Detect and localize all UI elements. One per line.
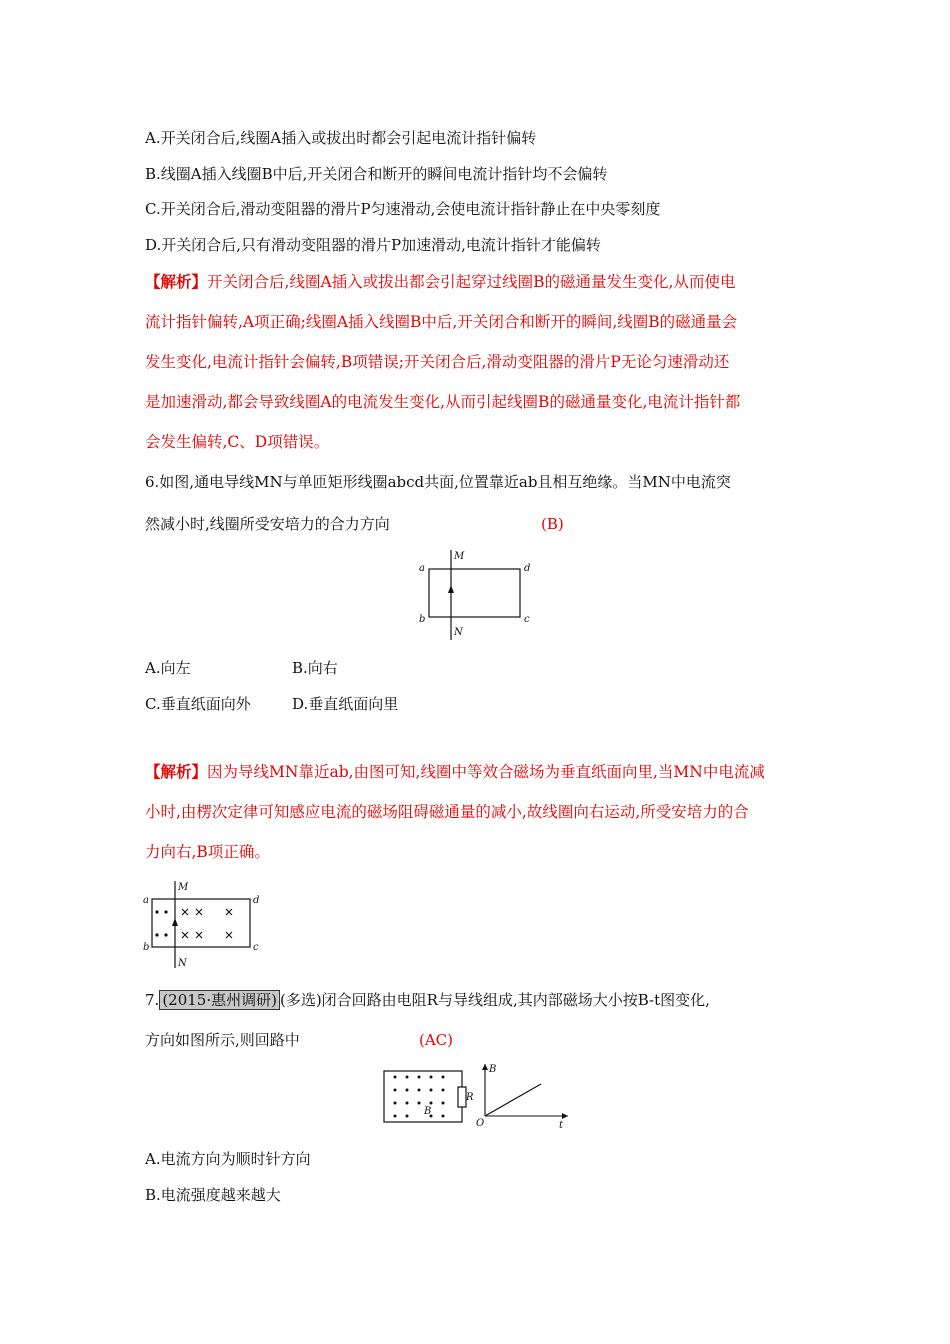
q6-option-b: B.向右: [292, 659, 338, 677]
label-d: d: [524, 563, 531, 574]
q5-analysis-line: 会发生偏转,C、D项错误。: [145, 433, 330, 451]
q7-answer: (AC): [419, 1031, 454, 1049]
dot-field-grid-icon: [394, 1076, 445, 1118]
label-b: b: [419, 614, 426, 625]
q7-stem-rest: (多选)闭合回路由电阻R与导线组成,其内部磁场大小按B-t图变化,: [279, 991, 710, 1009]
cross-field-into-page-icon: [182, 909, 232, 938]
q7-figure-circuit: [380, 1062, 474, 1124]
q6-analysis-line: 小时,由楞次定律可知感应电流的磁场阻碍磁通量的减小,故线圈向右运动,所受安培力的合: [145, 803, 749, 821]
label-R: R: [466, 1092, 474, 1103]
q6-option-d: D.垂直纸面向里: [292, 695, 399, 713]
q7-source-tag: (2015·惠州调研): [159, 990, 280, 1010]
resistor-icon: [458, 1087, 466, 1107]
label-a: a: [419, 563, 425, 574]
q6-analysis-line: 力向右,B项正确。: [145, 843, 270, 861]
q5-option-b: B.线圈A插入线圈B中后,开关闭合和断开的瞬间电流计指针均不会偏转: [145, 165, 608, 183]
q6-answer: (B): [541, 515, 564, 533]
q5-analysis: [145, 262, 810, 462]
label-N: N: [454, 627, 463, 638]
q6-stem-line2: 然减小时,线圈所受安培力的合力方向: [145, 515, 390, 533]
label-M: M: [454, 551, 465, 562]
q5-analysis-line: 流计指针偏转,A项正确;线圈A插入线圈B中后,开关闭合和断开的瞬间,线圈B的磁通量会: [145, 313, 738, 331]
q7-figure-bt-graph: [473, 1060, 573, 1130]
q5-option-c: C.开关闭合后,滑动变阻器的滑片P匀速滑动,会使电流计指针静止在中央零刻度: [145, 200, 661, 218]
q7-option-b: B.电流强度越来越大: [145, 1186, 281, 1204]
label-c: c: [253, 942, 259, 953]
q5-analysis-line: 开关闭合后,线圈A插入或拔出都会引起穿过线圈B的磁通量发生变化,从而使电: [207, 273, 736, 291]
dot-field-out-of-page-icon: [155, 910, 167, 936]
q5-option-d: D.开关闭合后,只有滑动变阻器的滑片P加速滑动,电流计指针才能偏转: [145, 236, 601, 254]
label-b: b: [143, 942, 150, 953]
q6-analysis-line: 因为导线MN靠近ab,由图可知,线圈中等效合磁场为垂直纸面向里,当MN中电流减: [207, 763, 765, 781]
q5-analysis-line: 是加速滑动,都会导致线圈A的电流发生变化,从而引起线圈B的磁通量变化,电流计指针都: [145, 393, 741, 411]
q6-analysis: [145, 752, 810, 872]
analysis-tag: 【解析】: [145, 762, 208, 781]
q6-analysis-figure-field: [140, 878, 265, 970]
label-N: N: [178, 958, 187, 969]
q7-option-a: A.电流方向为顺时针方向: [145, 1150, 311, 1168]
q6-figure-wire-loop: [410, 545, 540, 645]
label-B-inside: B: [424, 1106, 432, 1117]
current-arrow-icon: [172, 918, 178, 926]
q6-option-c: C.垂直纸面向外: [145, 695, 251, 713]
q5-option-a: A.开关闭合后,线圈A插入或拔出时都会引起电流计指针偏转: [145, 129, 537, 147]
analysis-tag: 【解析】: [145, 272, 208, 291]
origin-label: O: [476, 1118, 485, 1129]
label-a: a: [143, 895, 149, 906]
label-d: d: [253, 895, 260, 906]
y-axis-arrow-icon: [482, 1064, 488, 1070]
axis-label-t: t: [559, 1120, 564, 1131]
q6-stem-line1: 6.如图,通电导线MN与单匝矩形线圈abcd共面,位置靠近ab且相互绝缘。当MN中电流突: [145, 473, 731, 491]
q6-option-a: A.向左: [145, 659, 191, 677]
q7-number: 7.: [145, 991, 160, 1009]
label-c: c: [524, 614, 530, 625]
axis-label-B: B: [489, 1064, 497, 1075]
label-M: M: [178, 882, 189, 893]
x-axis-arrow-icon: [562, 1113, 568, 1119]
q7-stem-line2: 方向如图所示,则回路中: [145, 1031, 300, 1049]
q5-analysis-line: 发生变化,电流计指针会偏转,B项错误;开关闭合后,滑动变阻器的滑片P无论匀速滑动还: [145, 353, 730, 371]
current-arrow-icon: [448, 585, 454, 593]
q7-stem-line1: [145, 990, 710, 1010]
